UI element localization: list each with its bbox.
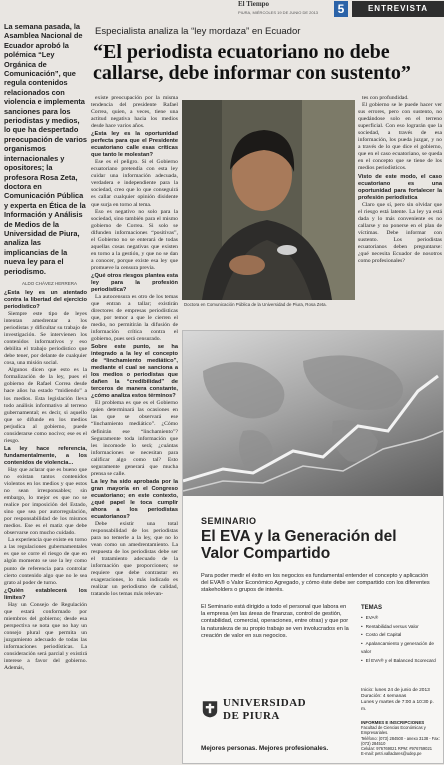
issue-date: PIURA, MIÉRCOLES 19 DE JUNIO DE 2013	[238, 10, 319, 15]
paragraph: Algunos dicen que esto es la formalización de la ley, pues el gobierno de Rafael Correa desde hace años ha estado “midiendo” a los medios. Esta legislación lleva todo análisis informativo al terreno gubernamental; es decir, si aquello que se difunde en los medios perjudica al gobierno, puede considerarse como nocivo; ese es el riesgo.	[4, 367, 87, 444]
ad-topic-item: • Rentabilidad versus Valor	[361, 623, 439, 632]
interview-question: Sobre este punto, se ha integrado a la ley el concepto de “linchamiento mediático”, mediante el cual se sanciona a los medios o periodistas que dañen la “credibilidad” de terceros de manera constante, ¿cómo analiza estos términos?	[91, 344, 178, 400]
article-headline: “El periodista ecuatoriano no debe callarse, debe informar con sustento”	[93, 41, 411, 84]
paragraph: La autocensura es otro de los temas que entran a tallar; existirán directores de empresas periodísticas que, por temor a que le cierren el medio, no permitirán la difusión de información crítica contra el gobierno, pues será censurado.	[91, 293, 178, 343]
ad-topic-item: • EVA®	[361, 614, 439, 623]
ad-lead: Para poder medir el éxito en los negocios es fundamental entender el concepto y aplicación del EVA® o Valor Económico Agregado, y cómo éste debe ser compartido con los diferentes stakeholders o grupos de interés.	[201, 573, 430, 593]
newspaper-name: El Tiempo	[238, 0, 270, 8]
portrait-illustration	[182, 100, 355, 300]
interview-question: ¿Quién establecerá los límites?	[4, 587, 87, 601]
ad-contact-line: Facultad de Ciencias Económicas y Empresariales.	[361, 725, 426, 736]
interview-question: La ley hace referencia, fundamentalmente, a los contenidos de violencia...	[4, 445, 87, 466]
photo-caption: Doctora en Comunicación Pública de la Universidad de Piura, Rosa Zeta.	[184, 302, 327, 307]
paragraph: Ese es el peligro. Si el Gobierno ecuatoriano pretendía con esta ley cuidar una información adecuada, verdadera e independiente para la sociedad, creo que lo que conseguirá es callar cualquier opinión disidente que surja en torno al tema.	[91, 159, 178, 208]
ad-contact-info	[361, 720, 441, 756]
ad-topic-item: • Apalancamiento y generación de valor	[361, 640, 439, 657]
university-slogan: Mejores personas. Mejores profesionales.	[201, 745, 329, 752]
article-kicker: Especialista analiza la “ley mordaza” en Ecuador	[95, 26, 301, 37]
paragraph: Claro que sí, pero sin olvidar que el riesgo está latente. La ley ya está dada y lo más conveniente es no callarse y no ponerse en el plan de víctimas. Debe informar con sustento. Los periodistas ecuatorianos deben preguntarse: ¿qué necesita Ecuador de nosotros como profesionales?	[358, 201, 442, 264]
interview-question: La ley ha sido aprobada por la gran mayoría en el Congreso ecuatoriano; en este contexto, ¿qué papel le toca cumplir ahora a los periodistas ecuatorianos?	[91, 478, 178, 520]
left-column-body	[4, 290, 87, 672]
ad-start-date: Inicio: lunes 24 de junio de 2013	[361, 688, 430, 693]
article-intro: La semana pasada, la Asamblea Nacional de Ecuador aprobó la polémica “Ley Orgánica de Comunicación”, que regula contenidos relacionados con violencia e implementa sanciones para los periodistas y medios, lo que ha despertado preocupación de varios organismos internacionales y opositores; la profesora Rosa Zeta, doctora en Comunicación Pública y experta en Ética de la Información y Análisis de Medios de la Universidad de Piura, analiza las implicancias de la nueva ley para el periodismo.	[4, 22, 87, 276]
ad-contact-line: Celular: 976769021 RPM: #976769021	[361, 746, 433, 752]
ad-topic-item: • El EVA® y el Balanced Scorecard	[361, 657, 439, 666]
ad-hours: Lunes y martes de 7:00 a 10:30 p. m.	[361, 700, 434, 712]
paragraph: Siempre este tipo de leyes intentan amedrentar a los periodistas y dificultar su trabajo de investigación. Se intervienen los contenidos informativos y eso debilita el trabajo periodístico que debe tener, por delante de cualquier cosa, una misión social.	[4, 310, 87, 367]
university-name-line1: UNIVERSIDAD	[223, 697, 307, 709]
university-name-line2: DE PIURA	[223, 710, 280, 722]
interview-question: ¿Esta ley es un atentado contra la libertad del ejercicio periodístico?	[4, 289, 87, 310]
ad-contact-title: INFORMES E INSCRIPCIONES	[361, 720, 425, 725]
fourth-column-body	[358, 95, 442, 265]
byline: ALDO CHÁVEZ HERRERA	[22, 280, 78, 286]
page-header	[230, 0, 444, 22]
paragraph: Debe existir una total responsabilidad de los periodistas para no temerle a la ley, que no lo vean como un amedrentamiento. La respuesta de los periodistas debe ser el tratamiento adecuado de la información que proporcionen; se requiere que debe contrastar en exageraciones, lo más indicado es realizar un periodismo de calidad, tratando los temas más relevan-	[91, 520, 178, 598]
interview-question: Visto de este modo, el caso ecuatoriano es una oportunidad para fortalecer la profesión periodística	[358, 173, 442, 201]
ad-duration: Duración: 4 semanas	[361, 694, 407, 700]
ad-schedule	[361, 688, 439, 713]
interviewee-photo	[182, 100, 355, 300]
world-map-growth-graphic	[183, 331, 443, 496]
ad-kicker: SEMINARIO	[201, 516, 257, 526]
paragraph: existe preocupación por la misma tendencia del presidente Rafael Correa, quien, a veces, tiene una actitud negativa hacia los medios desde hace varios años.	[91, 95, 178, 130]
paragraph: Eso es negativo no solo para la sociedad, sino también para el mismo gobierno de Correa. Si solo se difunden informaciones “positivas”, el Gobierno no se enterará de todas aquellas cosas negativas que existen en torno a la gestión, y que no se dan a conocer, porque existe esa ley que promueve la censura previa.	[91, 208, 178, 271]
page-number: 5	[334, 1, 348, 17]
interview-question: ¿Esta ley es la oportunidad perfecta para que el Presidente ecuatoriano calle esas críticas que tanto le molestan?	[91, 131, 178, 159]
left-column	[4, 22, 87, 672]
university-crest-icon	[201, 697, 219, 721]
interview-question: ¿Qué otros riesgos plantea esta ley para la profesión periodística?	[91, 272, 178, 293]
paragraph: tes con profundidad.	[362, 95, 409, 101]
ad-topics-title: TEMAS	[361, 605, 382, 611]
ad-topics	[361, 605, 439, 666]
second-column-body	[91, 95, 178, 598]
paragraph: El gobierno se le puede hacer ver sus errores, pero con sustento, no quedándose solo en el terreno superficial. Con eso lograrán que la sociedad, a través de esa información, los pueda juzgar, y no a través de lo que dice el gobierno, que en el caso ecuatoriano, se queda en el concepto que se tiene de los medios periodísticos.	[358, 102, 442, 172]
paragraph: Hay que aclarar que es bueno que no existan tantos contenidos violentos en los medios y que estos no sean irresponsables; sin embargo, lo mejor es que no se realice por imposición del Estado, sino que sea por autorregulación, por responsabilidad de los mismos medios. Ese es el matiz que debe observarse con mucho cuidado.	[4, 466, 87, 537]
section-label: ENTREVISTA	[352, 1, 444, 17]
ad-contact-line: Teléfono: (073) 284500 - anexo 3138 - Fax: (073) 284510	[361, 735, 440, 746]
seminar-advertisement	[182, 330, 444, 764]
ad-description: El Seminario está dirigido a todo el personal que labora en la empresa (en las áreas de finanzas, control de gestión, contabilidad, comercial, operaciones, entre otras) y que por la naturaleza de su propio trabajo se ven involucrados en la creación de valor en sus negocios.	[201, 604, 349, 639]
ad-topic-item: • Costo del Capital	[361, 631, 439, 640]
ad-contact-line: E-mail: petri.valladares@udep.pe	[361, 751, 422, 757]
paragraph: La experiencia que existe en torno a las regulaciones gubernamentales es que se corre el riesgo de que en algún momento se use la ley como punto de referencia para controlar cierto contenido algo que no le sea grato al poder de turno.	[4, 537, 87, 586]
paragraph: El problema es que es el Gobierno quien determinará las ocasiones en las que se observará ese “linchamiento mediático”. ¿Cómo definirán ese “linchamiento”? Seguramente toda información que les incomode lo será; ¿cuántas informaciones se necesitan para calificar algo como tal? Esto seguramente generará que mucha prensa se calle.	[91, 400, 178, 477]
ad-world-chart-image	[183, 331, 443, 496]
paragraph: Hay un Consejo de Regulación que estará conformado por miembros del gobierno; desde esa perspectiva se nota que no hay un consejo plural que permita un juzgamiento adecuado de todas las informaciones periodísticas. La consideración será parcial y existirá interese a favor del gobierno. Además,	[4, 601, 87, 672]
ad-title: El EVA y la Generación del Valor Compartido	[201, 528, 397, 562]
